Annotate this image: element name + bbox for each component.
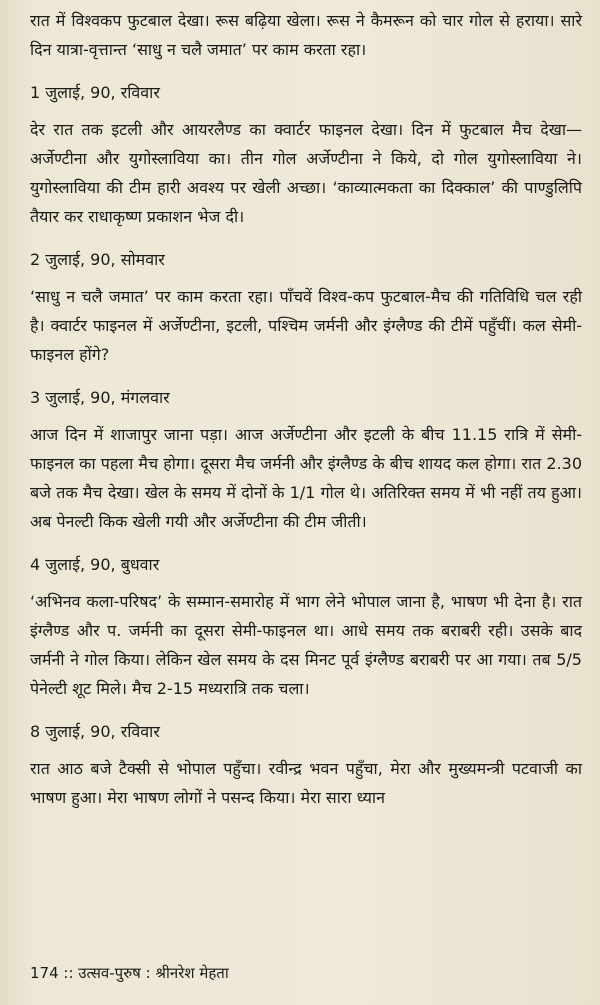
entry-date: 3 जुलाई, 90, मंगलवार (30, 388, 170, 407)
page-footer: 174 :: उत्सव-पुरुष : श्रीनरेश मेहता (30, 964, 229, 982)
entry-paragraph: आज दिन में शाजापुर जाना पड़ा। आज अर्जेण्टीना और इटली के बीच 11.15 रात्रि में सेमी-फाइनल का पहला मैच होगा। दूसरा मैच जर्मनी और इंग्लैण्ड के बीच शायद कल होगा। रात 2.30 बजे तक मैच देखा। खेल के समय में दोनों के 1/1 गोल थे। अतिरिक्त समय में भी नहीं तय हुआ। अब पेनल्टी किक खेली गयी और अर्जेण्टीना की टीम जीती। (30, 425, 582, 531)
page-body (30, 6, 582, 812)
entry-date: 2 जुलाई, 90, सोमवार (30, 250, 165, 269)
entry-paragraph: रात में विश्वकप फुटबाल देखा। रूस बढ़िया खेला। रूस ने कैमरून को चार गोल से हराया। सारे दिन यात्रा-वृत्तान्त ‘साधु न चलै जमात’ पर काम करता रहा। (30, 11, 582, 59)
entry-date: 4 जुलाई, 90, बुधवार (30, 555, 160, 574)
entry-paragraph: ‘अभिनव कला-परिषद’ के सम्मान-समारोह में भाग लेने भोपाल जाना है, भाषण भी देना है। रात इंग्लैण्ड और प. जर्मनी का दूसरा सेमी-फाइनल था। आधे समय तक बराबरी रही। उसके बाद जर्मनी ने गोल किया। लेकिन खेल समय के दस मिनट पूर्व इंग्लैण्ड बराबरी पर आ गया। तब 5/5 पेनेल्टी शूट मिले। मैच 2-15 मध्यरात्रि तक चला। (30, 592, 582, 698)
entry-paragraph: ‘साधु न चलै जमात’ पर काम करता रहा। पाँचवें विश्व-कप फुटबाल-मैच की गतिविधि चल रही है। क्वार्टर फाइनल में अर्जेण्टीना, इटली, पश्चिम जर्मनी और इंग्लैण्ड की टीमें पहुँचीं। कल सेमी-फाइनल होंगे? (30, 287, 582, 364)
entry-date: 8 जुलाई, 90, रविवार (30, 722, 160, 741)
entry-paragraph: रात आठ बजे टैक्सी से भोपाल पहुँचा। रवीन्द्र भवन पहुँचा, मेरा और मुख्यमन्त्री पटवाजी का भाषण हुआ। मेरा भाषण लोगों ने पसन्द किया। मेरा सारा ध्यान (30, 759, 582, 807)
entry-date: 1 जुलाई, 90, रविवार (30, 83, 160, 102)
entry-paragraph: देर रात तक इटली और आयरलैण्ड का क्वार्टर फाइनल देखा। दिन में फुटबाल मैच देखा—अर्जेण्टीना और युगोस्लाविया का। तीन गोल अर्जेण्टीना ने किये, दो गोल युगोस्लाविया ने। युगोस्लाविया की टीम हारी अवश्य पर खेली अच्छा। ‘काव्यात्मकता का दिक्काल’ की पाण्डुलिपि तैयार कर राधाकृष्ण प्रकाशन भेज दी। (30, 120, 582, 226)
